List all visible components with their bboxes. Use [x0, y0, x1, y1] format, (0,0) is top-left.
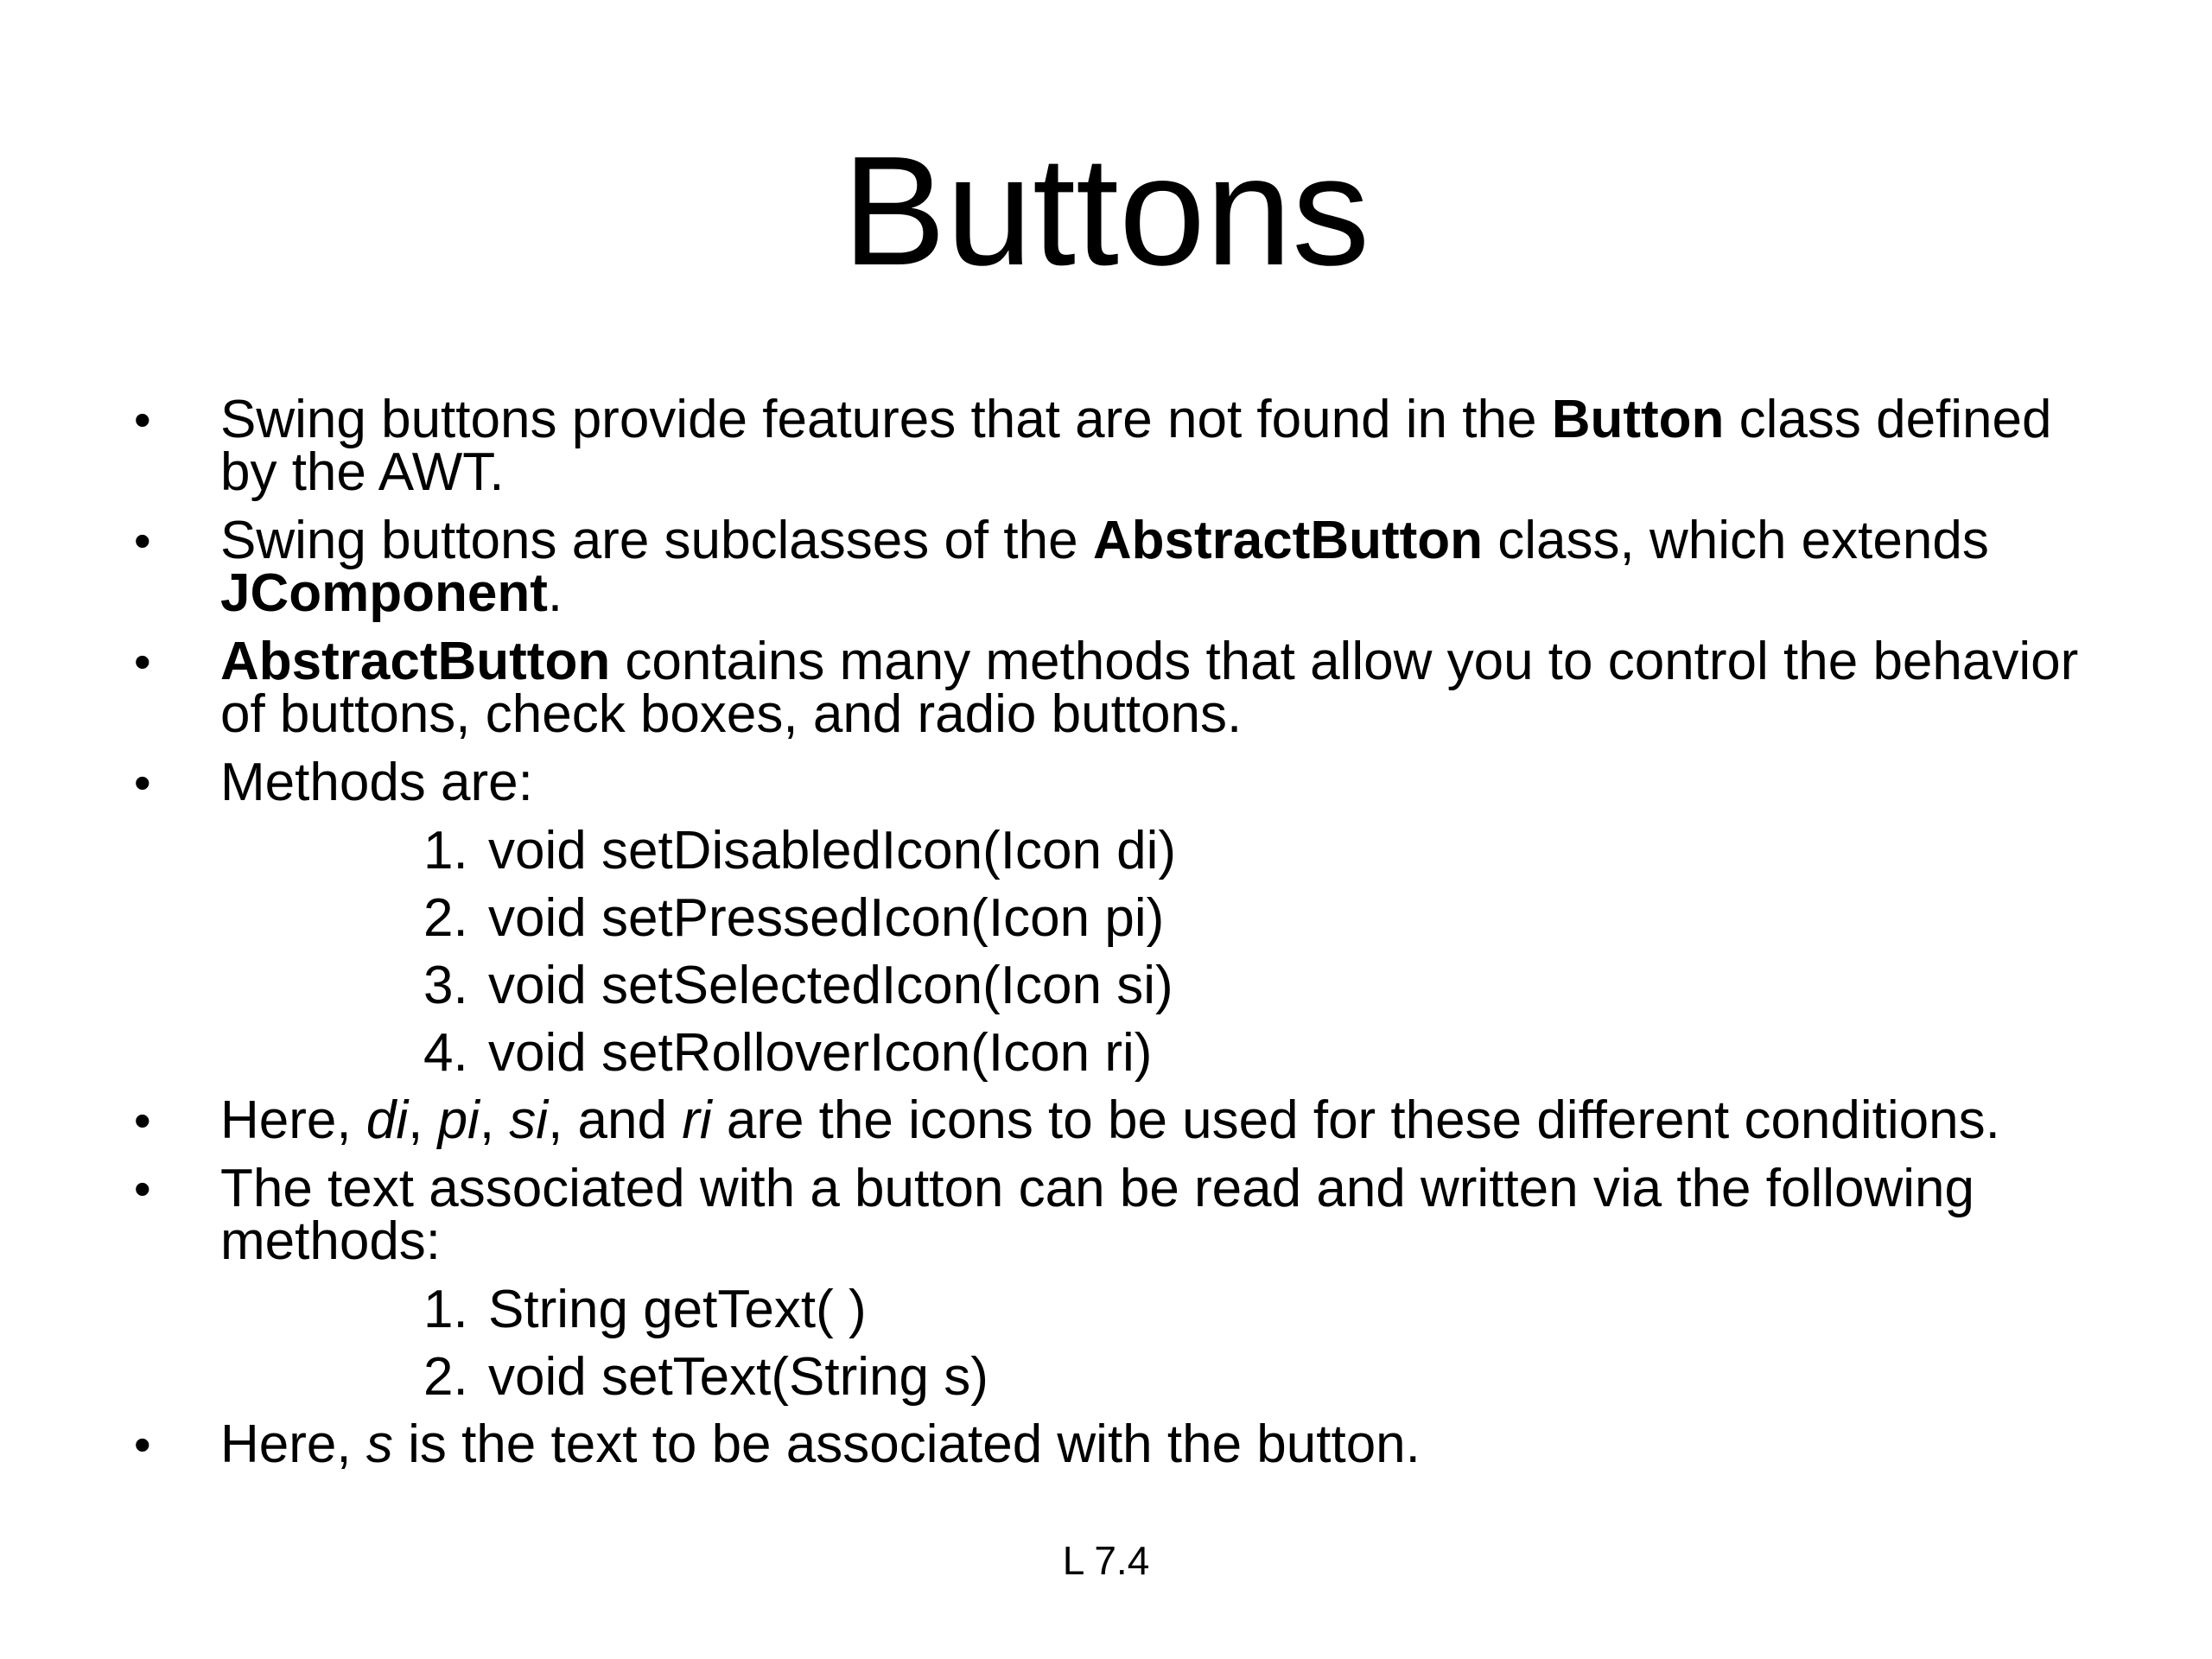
icon-method-item	[125, 888, 2113, 948]
icon-method-item	[125, 1023, 2113, 1083]
icon-method-item	[125, 821, 2113, 880]
bullet-italic-term: s	[365, 1414, 393, 1474]
list-number: 1.	[423, 1280, 468, 1339]
bullet-text: class, which extends	[1483, 511, 1989, 570]
bullet-text: Methods are:	[220, 753, 533, 812]
bullet-item	[125, 632, 2113, 744]
bullet-text: ,	[479, 1090, 510, 1150]
bullet-text: Here,	[220, 1414, 366, 1474]
bullet-bold-term: AbstractButton	[220, 632, 611, 691]
bullet-icon: •	[134, 634, 151, 689]
bullet-text: is the text to be associated with the button.	[392, 1414, 1421, 1474]
text-method-item	[125, 1280, 2113, 1339]
list-number: 4.	[423, 1023, 468, 1083]
bullet-text: Swing buttons are subclasses of the	[220, 511, 1093, 570]
slide-title: Buttons	[842, 124, 1370, 298]
bullet-text: ,	[408, 1090, 438, 1150]
bullet-text: .	[547, 563, 563, 623]
method-signature: void setDisabledIcon(Icon di)	[488, 821, 1177, 880]
bullet-italic-term: ri	[682, 1090, 712, 1150]
bullet-text: Swing buttons provide features that are not found in the	[220, 390, 1552, 449]
bullet-italic-term: di	[365, 1090, 409, 1150]
bullet-item	[125, 753, 2113, 812]
method-signature: void setRolloverIcon(Icon ri)	[488, 1023, 1153, 1083]
bullet-icon: •	[134, 1417, 151, 1471]
bullet-item	[125, 1159, 2113, 1271]
method-signature: void setText(String s)	[488, 1347, 988, 1407]
method-signature: void setPressedIcon(Icon pi)	[488, 888, 1165, 948]
bullet-bold-term: AbstractButton	[1092, 511, 1484, 570]
method-signature: void setSelectedIcon(Icon si)	[488, 956, 1173, 1015]
icon-method-item	[125, 956, 2113, 1015]
bullet-text: The text associated with a button can be read and written via the following methods:	[220, 1159, 1974, 1271]
bullet-text: Here,	[220, 1090, 366, 1150]
bullet-icon: •	[134, 513, 151, 568]
slide-footer: L 7.4	[1062, 1538, 1150, 1583]
bullet-icon: •	[134, 1093, 151, 1147]
bullet-icon: •	[134, 392, 151, 447]
list-number: 2.	[423, 1347, 468, 1407]
method-signature: String getText( )	[488, 1280, 867, 1339]
bullet-text: , and	[548, 1090, 683, 1150]
bullet-text: contains many methods that allow you to control the behavior of buttons, check boxes, and radio buttons.	[220, 632, 2079, 744]
bullet-item	[125, 1090, 2113, 1150]
bullet-bold-term: Button	[1551, 390, 1725, 449]
bullet-text: class defined by the AWT.	[220, 390, 2052, 502]
slide-content	[125, 390, 2113, 1486]
list-number: 1.	[423, 821, 468, 880]
bullet-bold-term: JComponent	[220, 563, 548, 623]
bullet-item	[125, 390, 2113, 502]
bullet-item	[125, 511, 2113, 623]
bullet-text: are the icons to be used for these different conditions.	[711, 1090, 2000, 1150]
bullet-item	[125, 1414, 2113, 1474]
bullet-icon: •	[134, 1161, 151, 1216]
list-number: 2.	[423, 888, 468, 948]
bullet-icon: •	[134, 755, 151, 810]
bullet-italic-term: si	[509, 1090, 549, 1150]
text-method-item	[125, 1347, 2113, 1407]
list-number: 3.	[423, 956, 468, 1015]
bullet-italic-term: pi	[437, 1090, 480, 1150]
